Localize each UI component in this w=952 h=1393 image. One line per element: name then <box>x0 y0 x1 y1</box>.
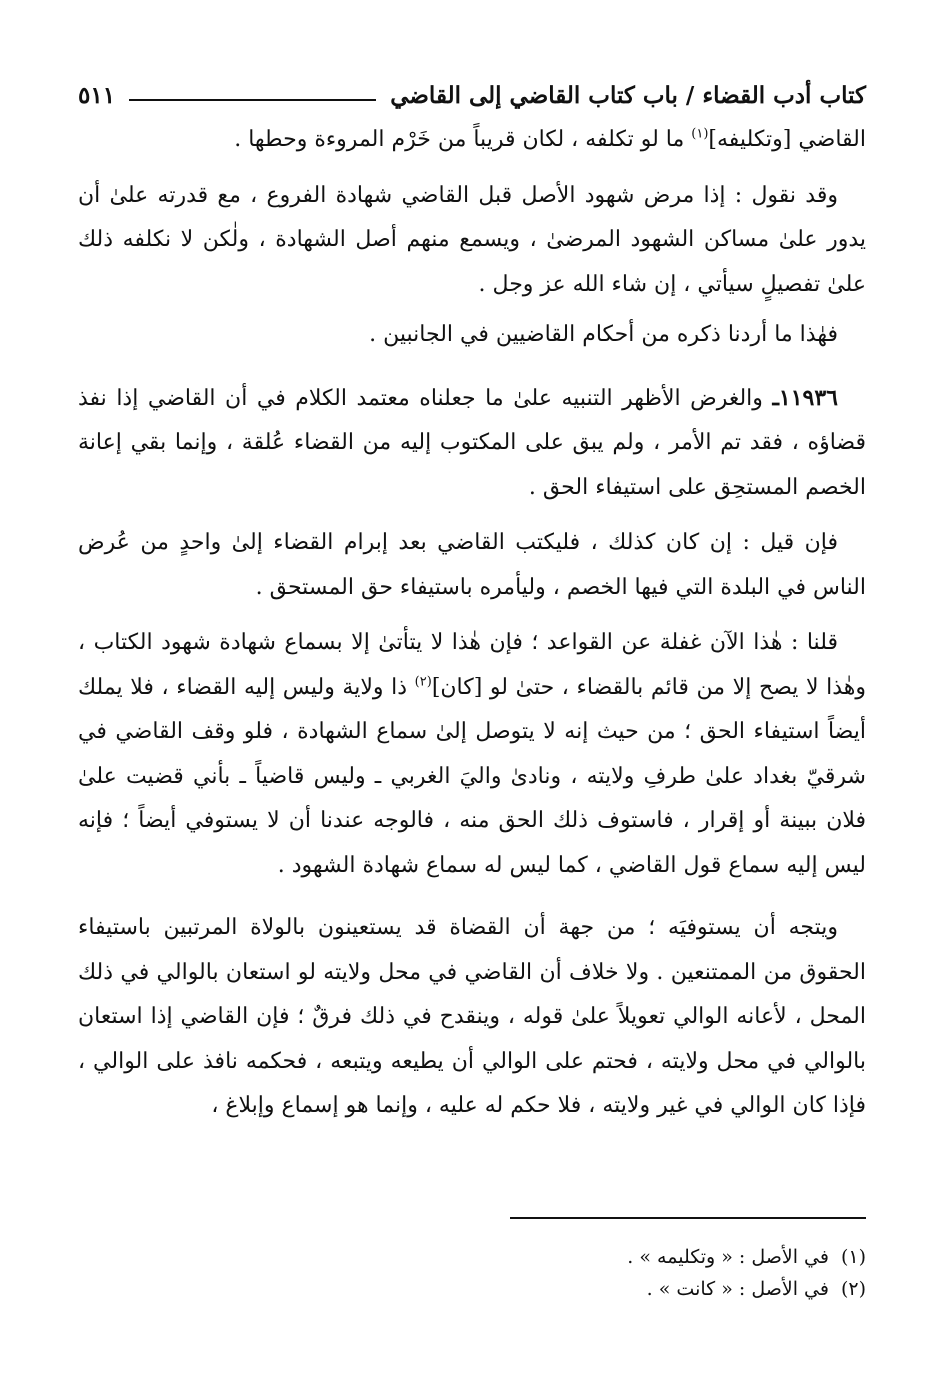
paragraph <box>78 313 866 358</box>
paragraph <box>78 621 866 888</box>
text-segment: فإن قيل : إن كان كذلك ، فليكتب القاضي بعد إبرام القضاء إلىٰ واحدٍ من عُرض الناس في البلدة التي فيها الخصم ، وليأمره باستيفاء حق المستحق . <box>78 530 866 600</box>
footnote-marker: (١) <box>691 126 709 142</box>
book-page <box>78 74 867 1300</box>
text-segment: وقد نقول : إذا مرض شهود الأصل قبل القاضي شهادة الفروع ، مع قدرته علىٰ أن يدور علىٰ مساكن الشهود المرضىٰ ، ويسمع منهم أصل الشهادة ، ولٰكن لا نكلفه ذلك علىٰ تفصيلٍ سيأتي ، إن شاء الله عز وجل . <box>78 182 866 297</box>
body-text <box>78 118 866 1129</box>
section-number: ١١٩٣٦ـ <box>772 384 838 411</box>
text-segment: ذا ولاية وليس إليه القضاء ، فلا يملك أيضاً استيفاء الحق ؛ من حيث إنه لا يتوصل إلىٰ سماع الشهادة ، فلو وقف القاضي في شرقيّ بغداد علىٰ طرفِ ولايته ، ونادىٰ واليَ الغربي ـ وليس قاضياً ـ بأني قضيت علىٰ فلان ببينة أو إقرار ، فاستوف ذلك الحق منه ، فالوجه عندنا أن لا يستوفي أيضاً ؛ فإنه ليس إليه سماع قول القاضي ، كما ليس له سماع شهادة الشهود . <box>78 674 866 878</box>
text-segment: قلنا : هٰذا الآن غفلة عن القواعد ؛ فإن هٰذا لا يتأتىٰ إلا بسماع شهادة شهود الكتاب ، وهٰذا لا يصح إلا من قائم بالقضاء ، حتىٰ لو [كان] <box>78 630 867 700</box>
text-segment: القاضي [وتكليفه] <box>708 127 866 152</box>
footnote-text: في الأصل : « وتكليمه » . <box>627 1246 829 1268</box>
footnote-marker: (٢) <box>414 674 432 690</box>
footnote-text: في الأصل : « كانت » . <box>646 1278 829 1300</box>
paragraph <box>78 521 866 610</box>
footnote-number: (١) <box>840 1246 866 1268</box>
paragraph-continuation <box>78 118 866 163</box>
page-number: ٥١١ <box>78 82 116 109</box>
footnote-separator <box>510 1217 866 1219</box>
header-title: كتاب أدب القضاء / باب كتاب القاضي إلى القاضي <box>390 82 866 109</box>
footnotes <box>78 1241 866 1305</box>
footnote-item <box>78 1241 866 1273</box>
paragraph <box>78 174 866 308</box>
header-rule <box>129 99 376 101</box>
running-header <box>78 74 866 118</box>
text-segment: والغرض الأظهر التنبيه علىٰ ما جعلناه معتمد الكلام في أن القاضي إذا نفذ قضاؤه ، فقد تم الأمر ، ولم يبق على المكتوب إليه من القضاء عُلقة ، وإنما بقي إعانة الخصم المستحِق على استيفاء الحق . <box>78 385 867 500</box>
footnote-item <box>78 1273 866 1305</box>
text-segment: ما لو تكلفه ، لكان قريباً من خَرْم المروءة وحطها . <box>234 127 692 152</box>
text-segment: ويتجه أن يستوفيَه ؛ من جهة أن القضاة قد يستعينون بالولاة المرتبين باستيفاء الحقوق من الممتنعين . ولا خلاف أن القاضي في محل ولايته لو استعان بالوالي في ذلك المحل ، لأعانه الوالي تعويلاً علىٰ قوله ، وينقدح في ذلك فرقٌ ؛ فإن القاضي إذا استعان بالوالي في محل ولايته ، فحتم على الوالي أن يطيعه ويتبعه ، فحكمه نافذ على الوالي ، فإذا كان الوالي في غير ولايته ، فلا حكم له عليه ، وإنما هو إسماع وإبلاغ ، <box>78 915 866 1118</box>
footnote-number: (٢) <box>840 1278 866 1300</box>
text-segment: فهٰذا ما أردنا ذكره من أحكام القاضيين في الجانبين . <box>369 322 838 347</box>
numbered-paragraph <box>78 376 866 511</box>
paragraph <box>78 906 866 1129</box>
